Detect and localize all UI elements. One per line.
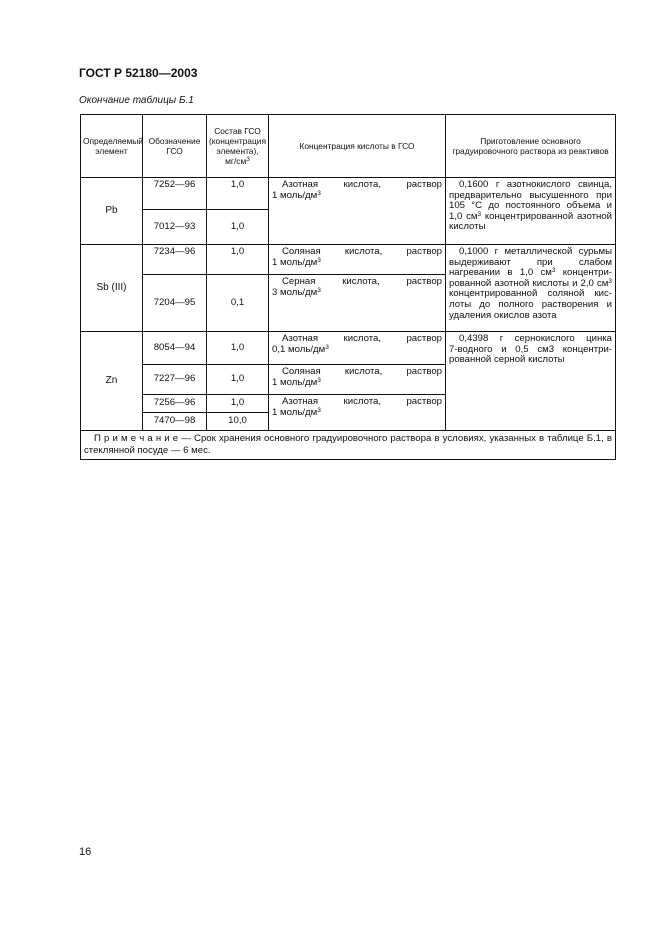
acid-cell: Азотная кислота, раствор 1 моль/$дм^3$ [269, 178, 446, 245]
conc-cell: 1,0 [207, 332, 269, 365]
gso-cell: 7204—95 [143, 275, 207, 332]
header-element: Определяемый элемент [81, 115, 143, 178]
conc-cell: 1,0 [207, 365, 269, 395]
conc-cell: 10,0 [207, 413, 269, 431]
gso-cell: 7252—96 [143, 178, 207, 210]
document-code: ГОСТ Р 52180—2003 [79, 66, 198, 80]
table-note: П р и м е ч а н и е — Срок хранения основного градуировочного раствора в условиях, указанных в таблице Б.1, в стеклянной посуде — 6 мес. [81, 431, 616, 460]
prep-cell-sb: 0,1000 г металлической сурьмы выдерживают при слабом нагревании в 1,0 $см^3$ концентри- рованной азотной кислоты и 2,0 $см^3$ концентрированной соляной кис- лоты до полного растворения и удаления окислов азота [446, 245, 616, 332]
conc-cell: 1,0 [207, 395, 269, 413]
page-number: 16 [79, 846, 92, 858]
prep-cell-zn: 0,4398 г сернокислого цинка 7-водного и 0,5 см3 концентри- рованной серной кислоты [446, 332, 616, 431]
gso-cell: 7227—96 [143, 365, 207, 395]
conc-cell: 0,1 [207, 275, 269, 332]
element-zn: Zn [81, 332, 143, 431]
acid-cell: Соляная кислота, раствор 1 моль/$дм^3$ [269, 365, 446, 395]
header-prep: Приготовление основного градуировочного раствора из реактивов [446, 115, 616, 178]
table-row [81, 178, 616, 210]
element-sb: Sb (III) [81, 245, 143, 332]
prep-cell-pb: 0,1600 г азотнокислого свинца, предварительно высушенного при 105 °С до постоянного объема и 1,0 $см^3$ концентрированной азотной кислоты [446, 178, 616, 245]
table-row [81, 332, 616, 365]
header-acid: Концентрация кислоты в ГСО [269, 115, 446, 178]
conc-cell: 1,0 [207, 245, 269, 275]
data-table [80, 114, 616, 460]
acid-cell: Серная кислота, раствор 3 моль/$дм^3$ [269, 275, 446, 332]
table-caption: Окончание таблицы Б.1 [79, 95, 194, 106]
acid-cell: Азотная кислота, раствор 1 моль/$дм^3$ [269, 395, 446, 431]
note-row [81, 431, 616, 460]
acid-cell: Соляная кислота, раствор 1 моль/$дм^3$ [269, 245, 446, 275]
gso-cell: 7256—96 [143, 395, 207, 413]
gso-cell: 7470—98 [143, 413, 207, 431]
conc-cell: 1,0 [207, 210, 269, 245]
gso-cell: 8054—94 [143, 332, 207, 365]
gso-cell: 7234—96 [143, 245, 207, 275]
gso-cell: 7012—93 [143, 210, 207, 245]
acid-cell: Азотная кислота, раствор 0,1 моль/$дм^3$ [269, 332, 446, 365]
table-header-row [81, 115, 616, 178]
header-composition: Состав ГСО (концентрация элемента), $мг/см^3$ [207, 115, 269, 178]
header-gso: Обозначение ГСО [143, 115, 207, 178]
conc-cell: 1,0 [207, 178, 269, 210]
element-pb: Pb [81, 178, 143, 245]
table-row [81, 245, 616, 275]
